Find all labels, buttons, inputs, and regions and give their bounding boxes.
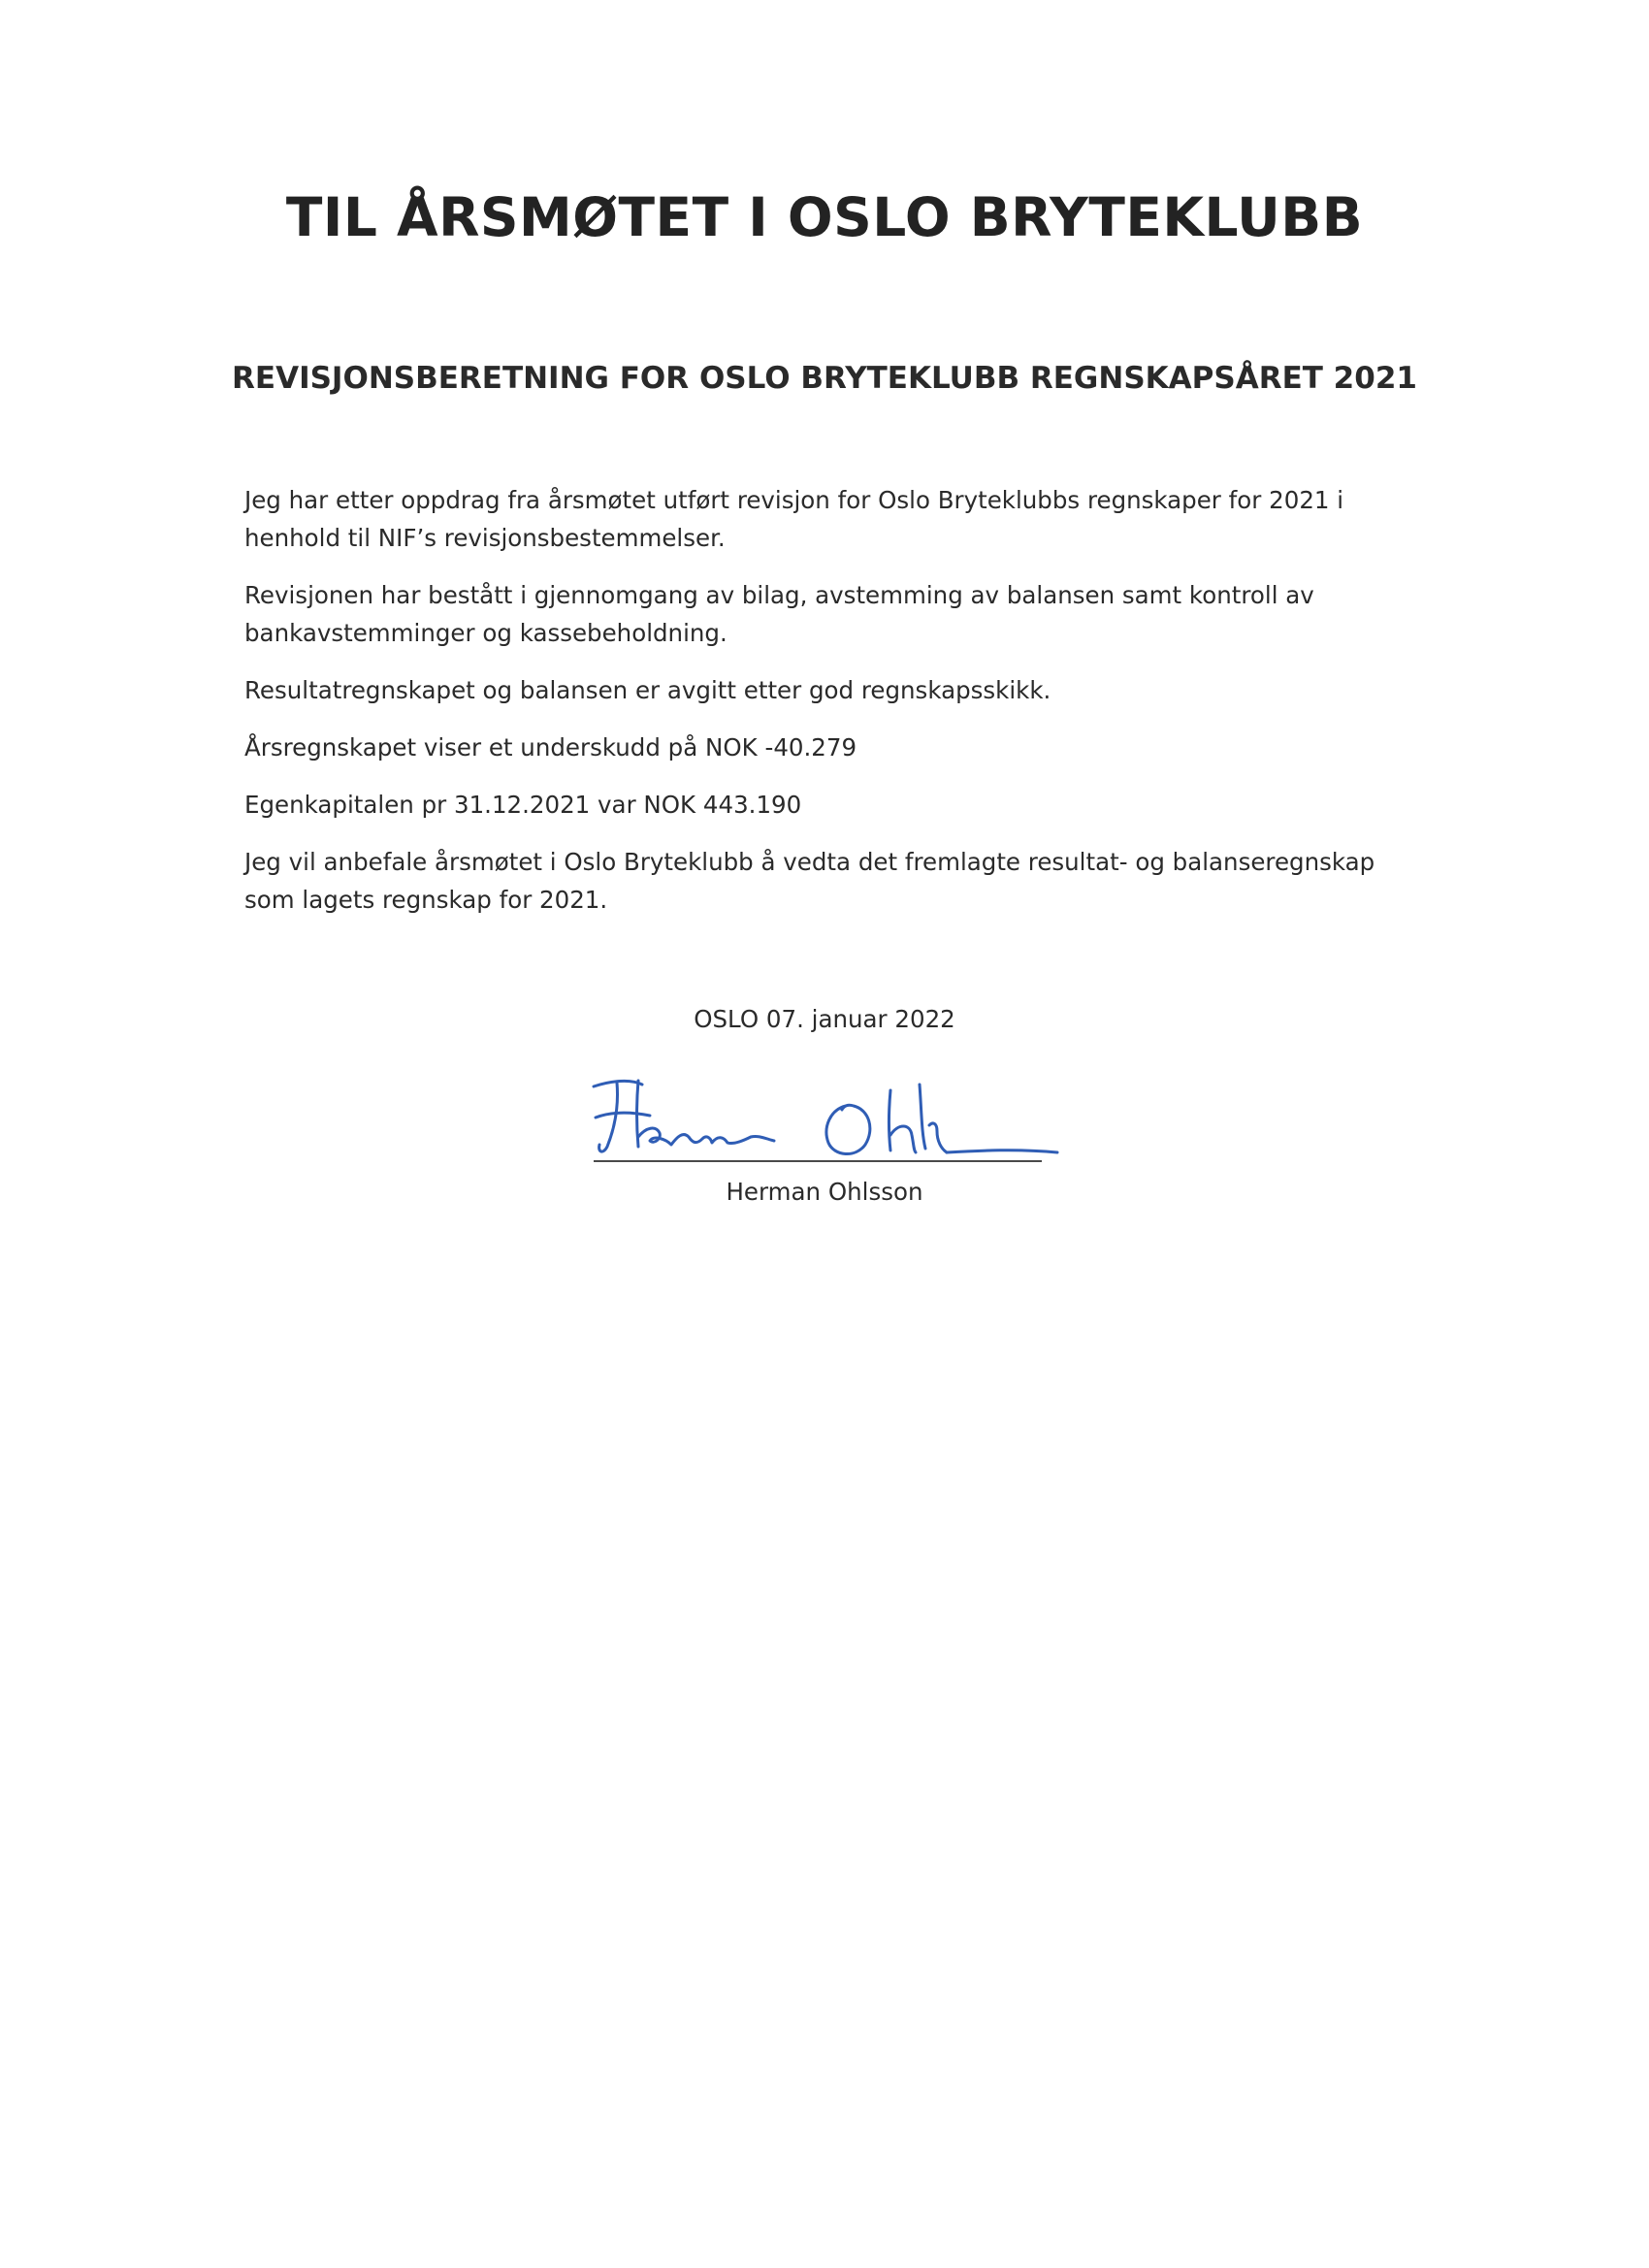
paragraph-scope: Revisjonen har bestått i gjennomgang av bilag, avstemming av balansen samt kontroll av bankavstemminger og kassebeholdning. xyxy=(244,581,1314,647)
handwritten-signature xyxy=(582,1067,1067,1174)
signer-name: Herman Ohlsson xyxy=(726,1178,923,1206)
paragraph-recommendation: Jeg vil anbefale årsmøtet i Oslo Bryteklubb å vedta det fremlagte resultat- og balanseregnskap som lagets regnskap for 2021. xyxy=(244,848,1375,914)
document-subtitle: REVISJONSBERETNING FOR OSLO BRYTEKLUBB REGNSKAPSÅRET 2021 xyxy=(232,361,1417,396)
paragraph-equity: Egenkapitalen pr 31.12.2021 var NOK 443.190 xyxy=(244,791,802,819)
report-body xyxy=(244,481,1408,938)
paragraph-mandate: Jeg har etter oppdrag fra årsmøtet utført revisjon for Oslo Bryteklubbs regnskaper for 2021 i henhold til NIF’s revisjonsbestemmelser. xyxy=(244,486,1344,552)
paragraph-accounting-practice: Resultatregnskapet og balansen er avgitt etter god regnskapsskikk. xyxy=(244,676,1051,704)
document-title: TIL ÅRSMØTET I OSLO BRYTEKLUBB xyxy=(285,186,1364,248)
place-and-date: OSLO 07. januar 2022 xyxy=(694,1005,955,1033)
signature-line xyxy=(594,1160,1042,1162)
paragraph-deficit: Årsregnskapet viser et underskudd på NOK -40.279 xyxy=(244,733,857,761)
